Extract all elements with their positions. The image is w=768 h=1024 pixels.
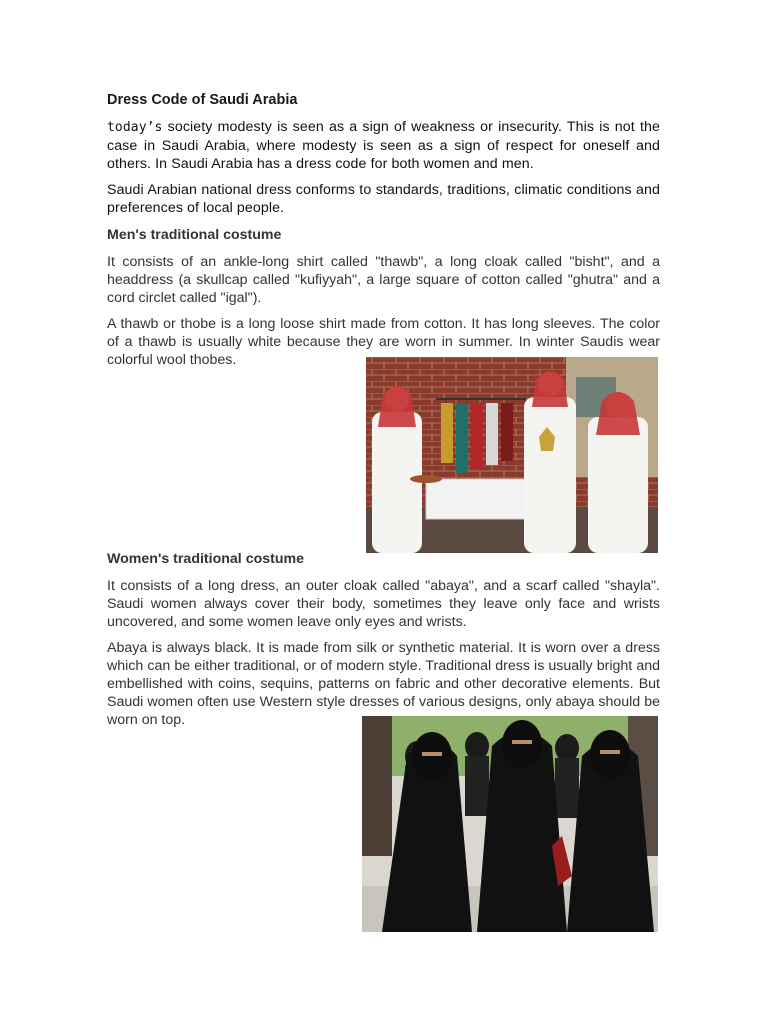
document-title: Dress Code of Saudi Arabia <box>107 92 298 108</box>
men-section-heading: Men's traditional costume <box>107 227 282 243</box>
women-paragraph-1: It consists of a long dress, an outer cloak called "abaya", and a scarf called "shayla". Saudi women always cover their body, sometimes they leave only face and wrists uncovered, and some women leave only eyes and wrists. <box>107 578 660 630</box>
national-dress-paragraph: Saudi Arabian national dress conforms to standards, traditions, climatic conditions and preferences of local people. <box>107 182 660 216</box>
women-section <box>107 549 660 737</box>
women-section-heading: Women's traditional costume <box>107 551 305 567</box>
intro-paragraph <box>107 118 660 173</box>
document-page <box>107 90 660 377</box>
intro-lead-word: today’s <box>107 120 163 135</box>
intro-text: society modesty is seen as a sign of weakness or insecurity. This is not the case in Saudi Arabia, where modesty is seen as a sign of respect for oneself and others. In Saudi Arabia has a dress code for both women and men. <box>107 119 660 172</box>
men-paragraph-2-text: A thawb or thobe is a long loose shirt made from cotton. It has long sleeves. The color of a thawb is usually white because they are worn in summer. In winter Saudis wear colorful wool thobes. <box>107 316 660 368</box>
women-traditional-costume-photo <box>362 716 658 932</box>
women-paragraph-2: Abaya is always black. It is made from silk or synthetic material. It is worn over a dress which can be either traditional, or of modern style. Traditional dress is usually bright and embellished with coins, sequins, patterns on fabric and other decorative elements. But Saudi women often use Western style dresses of various designs, only abaya should be worn on top. <box>107 640 660 728</box>
men-traditional-costume-photo <box>366 357 658 553</box>
men-paragraph-1: It consists of an ankle-long shirt called "thawb", a long cloak called "bisht", and a headdress (a skullcap called "kufiyyah", a large square of cotton called "ghutra" and a cord circlet called "igal"). <box>107 254 660 306</box>
